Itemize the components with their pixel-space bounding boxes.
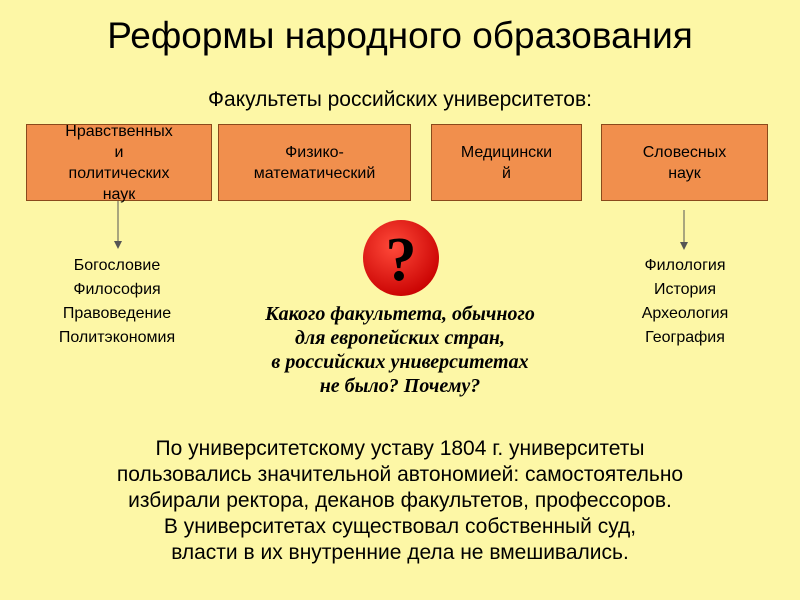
question-line: не было? Почему? — [319, 375, 481, 397]
question-line: в российских университетах — [271, 351, 529, 373]
arrow-down-icon — [678, 210, 690, 252]
body-line: власти в их внутренние дела не вмешивались. — [171, 541, 629, 564]
arrow-down-icon — [112, 201, 124, 251]
faculty-label-line: математический — [253, 164, 376, 182]
literary-faculty-subjects — [600, 254, 770, 350]
faculty-label-line: Словесных — [642, 143, 727, 161]
faculty-label-line: политических — [68, 164, 170, 182]
faculty-box-medical — [431, 124, 582, 201]
list-item: Философия — [73, 281, 161, 298]
question-glyph: ? — [385, 226, 417, 294]
slide-title: Реформы народного образования — [107, 15, 693, 56]
question-line: для европейских стран, — [294, 327, 506, 349]
question-mark-icon — [361, 218, 441, 298]
slide-subtitle: Факультеты российских университетов: — [208, 88, 592, 111]
question-line: Какого факультета, обычного — [265, 303, 535, 325]
list-item: Филология — [644, 257, 726, 274]
question-text — [210, 302, 590, 398]
list-item: География — [645, 329, 725, 346]
faculty-box-physics-math — [218, 124, 411, 201]
faculty-label-line: Физико- — [285, 143, 344, 161]
body-line: пользовались значительной автономией: самостоятельно — [116, 463, 684, 486]
list-item: Политэкономия — [58, 329, 176, 346]
faculty-label-line: Нравственных — [65, 122, 173, 140]
body-line: В университетах существовал собственный суд, — [163, 515, 637, 538]
faculty-label-line: й — [502, 164, 511, 182]
faculty-label-line: и — [114, 143, 124, 161]
moral-faculty-subjects — [22, 254, 212, 350]
list-item: Правоведение — [62, 305, 172, 322]
faculty-label-line: наук — [668, 164, 701, 182]
faculty-label-line: наук — [102, 185, 136, 203]
list-item: Богословие — [73, 257, 161, 274]
body-line: По университетскому уставу 1804 г. университеты — [155, 437, 645, 460]
faculty-box-literary — [601, 124, 768, 201]
faculty-box-moral-political — [26, 124, 212, 201]
faculty-label-line: Медицински — [460, 143, 553, 161]
body-paragraph — [0, 436, 800, 566]
body-line: избирали ректора, деканов факультетов, профессоров. — [128, 489, 672, 512]
list-item: Археология — [641, 305, 729, 322]
list-item: История — [653, 281, 717, 298]
